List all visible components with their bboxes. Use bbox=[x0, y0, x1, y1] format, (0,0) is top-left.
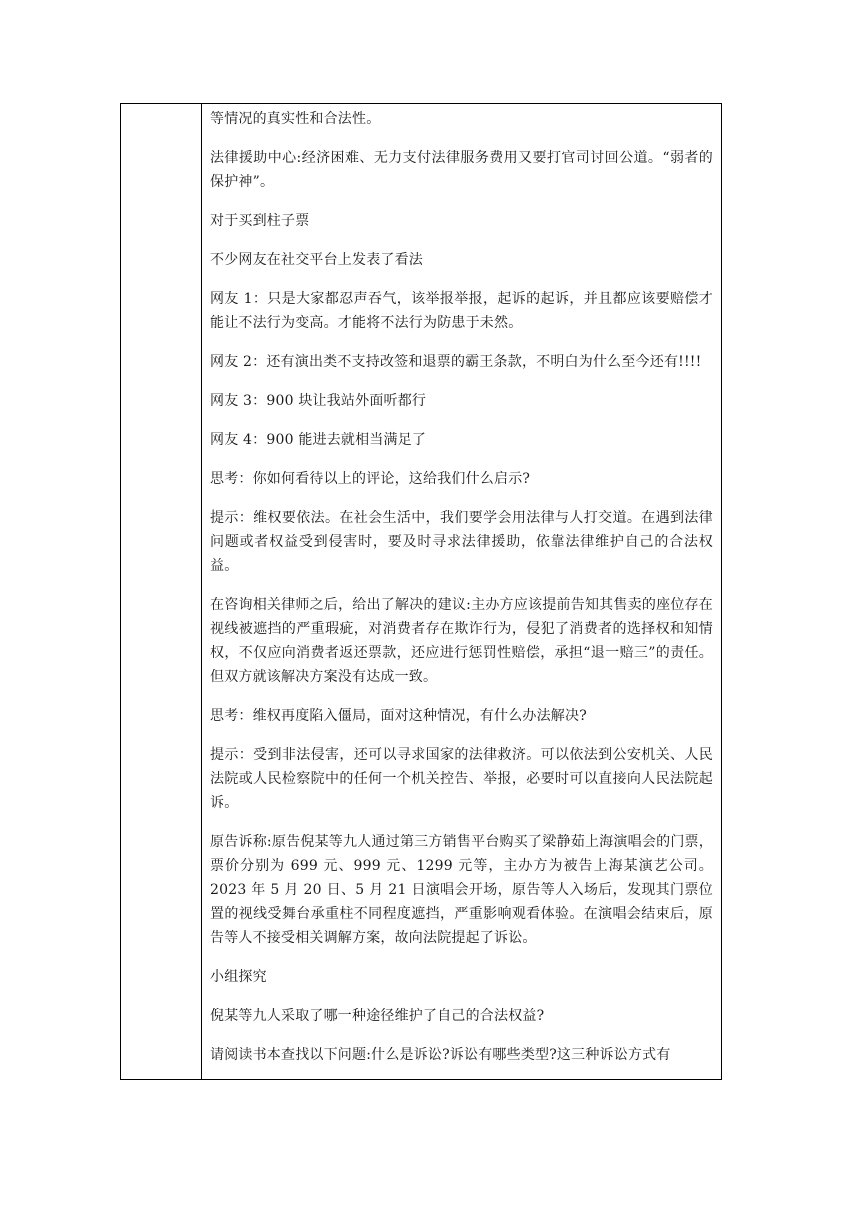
paragraph-8: 网友 4：900 能进去就相当满足了 bbox=[210, 432, 427, 448]
paragraph-5: 网友 1：只是大家都忍声吞气，该举报举报，起诉的起诉，并且都应该要赔偿才能让不法行为变高。才能将不法行为防患于未然。 bbox=[210, 291, 713, 331]
paragraph-14: 原告诉称:原告倪某等九人通过第三方销售平台购买了梁静茹上海演唱会的门票，票价分别为 699 元、999 元、1299 元等，主办方为被告上海某演艺公司。2023 年 5 月 20 日、5 月 21 日演唱会开场，原告等人入场后，发现其门票位置的视线受舞台承重柱不同程度遮挡，严重影响观看体验。在演唱会结束后，原告等人不接受相关调解方案，故向法院提起了诉讼。 bbox=[210, 834, 713, 946]
paragraph-16: 倪某等九人采取了哪一种途径维护了自己的合法权益? bbox=[210, 1008, 545, 1024]
paragraph-13: 提示：受到非法侵害，还可以寻求国家的法律救济。可以依法到公安机关、人民法院或人民检察院中的任何一个机关控告、举报，必要时可以直接向人民法院起诉。 bbox=[210, 747, 713, 811]
paragraph-3: 对于买到柱子票 bbox=[210, 213, 310, 229]
paragraph-4: 不少网友在社交平台上发表了看法 bbox=[210, 252, 423, 268]
content-cell bbox=[202, 104, 722, 1080]
paragraph-9: 思考：你如何看待以上的评论，这给我们什么启示? bbox=[210, 471, 531, 487]
paragraph-6: 网友 2：还有演出类不支持改签和退票的霸王条款，不明白为什么至今还有!!!! bbox=[210, 354, 702, 370]
paragraph-17: 请阅读书本查找以下问题:什么是诉讼?诉讼有哪些类型?这三种诉讼方式有 bbox=[210, 1047, 671, 1063]
paragraph-7: 网友 3：900 块让我站外面听都行 bbox=[210, 393, 427, 409]
content-table bbox=[120, 103, 722, 1080]
paragraph-10: 提示：维权要依法。在社会生活中，我们要学会用法律与人打交道。在遇到法律问题或者权益受到侵害时，要及时寻求法律援助，依靠法律维护自己的合法权益。 bbox=[210, 510, 713, 574]
table-row bbox=[121, 104, 722, 1080]
paragraph-12: 思考：维权再度陷入僵局，面对这种情况，有什么办法解决? bbox=[210, 708, 587, 724]
paragraph-11: 在咨询相关律师之后，给出了解决的建议:主办方应该提前告知其售卖的座位存在视线被遮挡的严重瑕疵，对消费者存在欺诈行为，侵犯了消费者的选择权和知情权，不仅应向消费者返还票款，还应进行惩罚性赔偿，承担“退一赔三”的责任。但双方就该解决方案没有达成一致。 bbox=[210, 597, 713, 685]
left-empty-cell bbox=[121, 104, 202, 1080]
paragraph-15: 小组探究 bbox=[210, 969, 267, 985]
paragraph-2: 法律援助中心:经济困难、无力支付法律服务费用又要打官司讨回公道。“弱者的保护神”。 bbox=[210, 150, 713, 190]
paragraph-1: 等情况的真实性和合法性。 bbox=[210, 111, 381, 127]
